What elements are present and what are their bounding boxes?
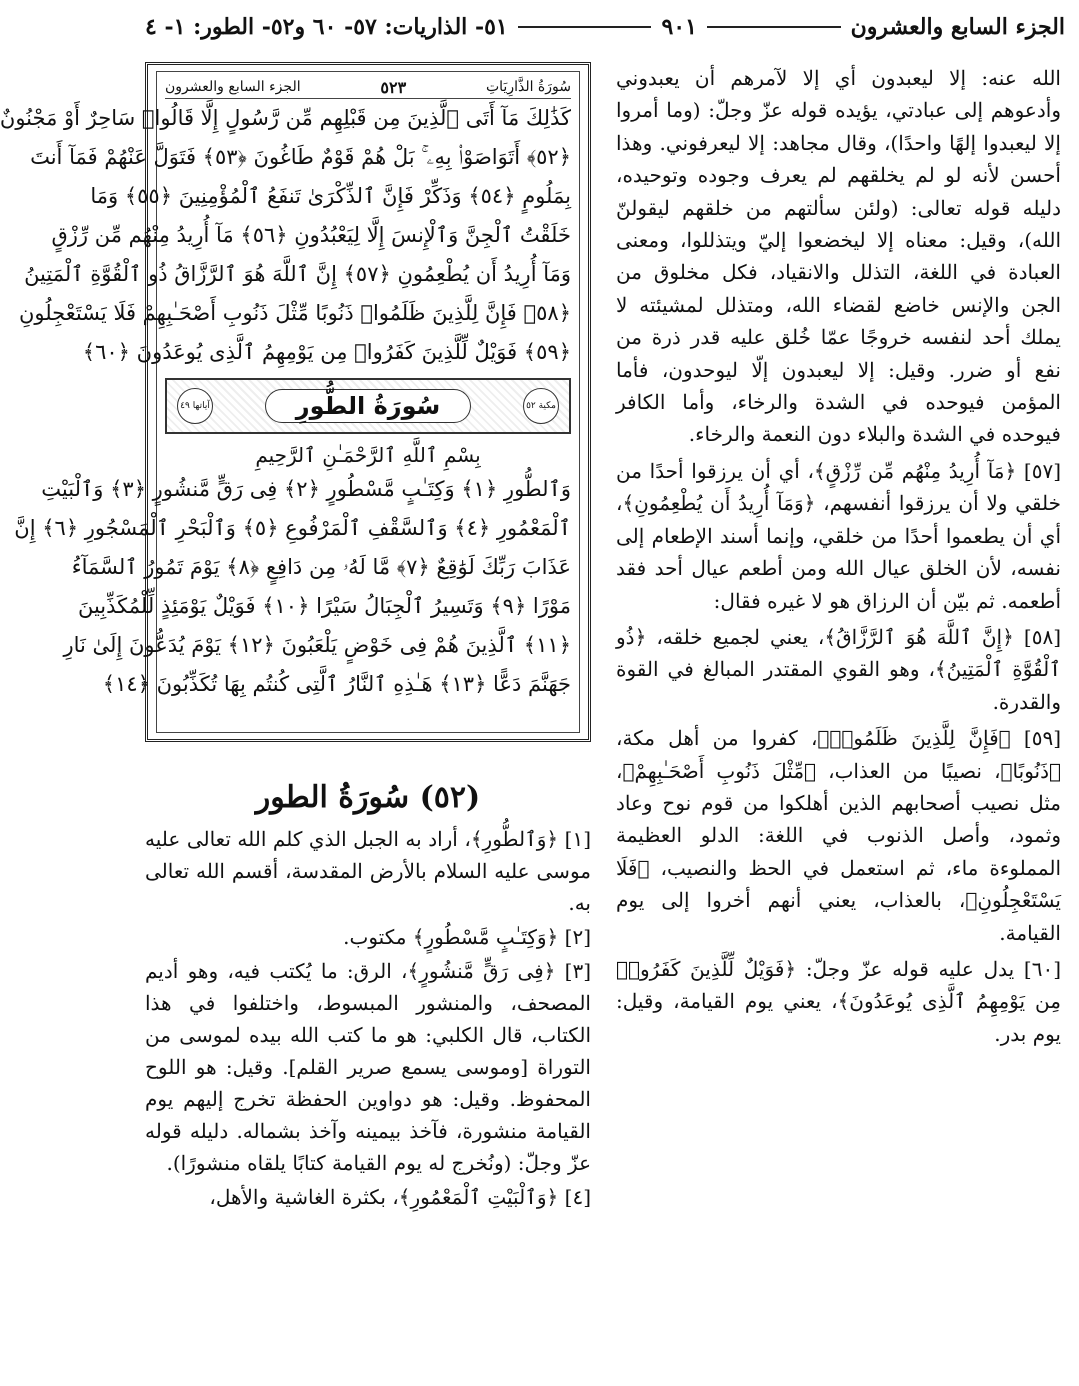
ayah-line: ﴿٥٢﴾ أَتَوَاصَوْا۟ بِهِۦ ۚ بَلْ هُمْ قَوْمٌ طَاغُونَ ﴿٥٣﴾ فَتَوَلَّ عَنْهُمْ فَمَآ أَنتَ bbox=[30, 145, 571, 169]
commentary-left-column bbox=[145, 823, 591, 1213]
commentary-right-column bbox=[616, 62, 1061, 1366]
commentary-paragraph: [٢] ﴿وَكِتَـٰبٍ مَّسْطُورٍ﴾ مكتوب. bbox=[343, 925, 591, 949]
surah-range-title: ٥١- الذاريات: ٥٧- ٦٠ و٥٢- الطور: ١- ٤ bbox=[144, 14, 508, 40]
mushaf-juz-label: الجزء السابع والعشرون bbox=[165, 79, 301, 95]
juz-title: الجزء السابع والعشرون bbox=[850, 14, 1065, 40]
mushaf-top-bar bbox=[165, 76, 571, 99]
ayah-line: جَهَنَّمَ دَعًّا ﴿١٣﴾ هَـٰذِهِ ٱلنَّارُ ٱلَّتِى كُنتُم بِهَا تُكَذِّبُونَ ﴿١٤﴾ bbox=[102, 672, 571, 696]
ayah-line: عَذَابَ رَبِّكَ لَوَٰقِعٌ ﴿٧﴾ مَّا لَهُۥ مِن دَافِعٍ ﴿٨﴾ يَوْمَ تَمُورُ ٱلسَّمَآءُ bbox=[71, 555, 571, 579]
commentary-paragraph: الله عنه: إلا ليعبدون أي إلا لآمرهم أن يعبدوني وأدعوهم إلى عبادتي، يؤيده قوله عزّ وجلّ: (وما أمروا إلا ليعبدوا إلهًا واحدًا)، وقال مجاهد: إلا ليعرفوني. وهذا أحسن لأنه لو لم يخلقهم لم يعرف وجوده وتوحيده، دليله قوله تعالى: (ولئن سألتهم من خلقهم ليقولنّ الله)، وقيل: معناه إلا ليخضعوا إليّ ويتذللوا، ومعنى العبادة في اللغة، التذلل والانقياد، فكل مخلوق من الجن والإنس خاضع لقضاء الله، ومتذلل لمشيئته لا يملك أحد لنفسه خروجًا عمّا خُلق عليه قدر ذرة من نفع أو ضرر. وقيل: إلا ليعبدون إلّا ليوحدون، فأما المؤمن فيوحده في الشدة والرخاء، وأما الكافر فيوحده في الشدة والبلاء دون النعمة والرخاء. bbox=[616, 66, 1061, 447]
mushaf-page-number: ٥٢٣ bbox=[380, 77, 407, 97]
ayah-line: ﴿٥٨﴾ فَإِنَّ لِلَّذِينَ ظَلَمُوا۟ ذَنُوبًا مِّثْلَ ذَنُوبِ أَصْحَـٰبِهِمْ فَلَا يَسْتَعْجِلُونِ bbox=[18, 301, 571, 325]
ayah-line: كَذَٰلِكَ مَآ أَتَى ٱلَّذِينَ مِن قَبْلِهِم مِّن رَّسُولٍ إِلَّا قَالُوا۟ سَاحِرٌ أَوْ مَجْنُونٌ bbox=[0, 106, 571, 130]
commentary-paragraph: [٤] ﴿وَٱلْبَيْتِ ٱلْمَعْمُورِ﴾، بكثرة الغاشية والأهل، bbox=[209, 1185, 591, 1209]
header-rule-left bbox=[518, 26, 652, 28]
ayah-line: ٱلْمَعْمُورِ ﴿٤﴾ وَٱلسَّقْفِ ٱلْمَرْفُوعِ ﴿٥﴾ وَٱلْبَحْرِ ٱلْمَسْجُورِ ﴿٦﴾ إِنَّ bbox=[14, 516, 571, 540]
ayah-line: خَلَقْتُ ٱلْجِنَّ وَٱلْإِنسَ إِلَّا لِيَعْبُدُونِ ﴿٥٦﴾ مَآ أُرِيدُ مِنْهُم مِّن رِّزْقٍ bbox=[51, 223, 571, 247]
commentary-paragraph: [٥٨] ﴿إِنَّ ٱللَّهَ هُوَ ٱلرَّزَّاقُ﴾، يعني لجميع خلقه، ﴿ذُو ٱلْقُوَّةِ ٱلْمَتِينُ﴾، وهو القوي المقتدر المبالغ في القوة والقدرة. bbox=[616, 624, 1061, 714]
commentary-paragraph: [٥٧] ﴿مَآ أُرِيدُ مِنْهُم مِّن رِّزْقٍ﴾، أي أن يرزقوا أحدًا من خلقي ولا أن يرزقوا أنفسهم، ﴿وَمَآ أُرِيدُ أَن يُطْعِمُونِ﴾، أي أن يطعموا أحدًا من خلقي، وإنما أسند الإطعام إلى نفسه، لأن الخلق عيال الله ومن أطعم عيال أحد فقد أطعمه. ثم بيّن أن الرزاق هو لا غيره فقال: bbox=[616, 458, 1061, 613]
surah-info-medallion: مكية ٥٢ bbox=[523, 388, 559, 424]
basmala: بِسْمِ ٱللَّهِ ٱلرَّحْمَـٰنِ ٱلرَّحِيمِ bbox=[255, 443, 481, 467]
ayah-line: وَمَآ أُرِيدُ أَن يُطْعِمُونِ ﴿٥٧﴾ إِنَّ ٱللَّهَ هُوَ ٱلرَّزَّاقُ ذُو ٱلْقُوَّةِ ٱلْمَتِينُ bbox=[24, 262, 571, 286]
commentary-paragraph: [٣] ﴿فِى رَقٍّ مَّنشُورٍ﴾، الرق: ما يُكتب فيه، وهو أديم المصحف، والمنشور المبسوط، واختلفوا في هذا الكتاب، قال الكلبي: هو ما كتب الله بيده لموسى من التوراة [وموسى يسمع صرير القلم]. وقيل: هو اللوح المحفوظ. وقيل: هو دواوين الحفظة تخرج إليهم يوم القيامة منشورة، فآخذ بيمينه وآخذ بشماله. دليله قوله عزّ وجلّ: (ونُخرج له يوم القيامة كتابًا يلقاه منشورًا). bbox=[145, 959, 591, 1175]
page-number: ٩٠١ bbox=[661, 14, 697, 40]
mushaf-surah-label: سُورَةُ الذَّارِيَاتِ bbox=[485, 79, 571, 95]
header-rule-right bbox=[707, 26, 841, 28]
commentary-paragraph: [٦٠] يدل عليه قوله عزّ وجلّ: ﴿فَوَيْلٌ لِّلَّذِينَ كَفَرُوا۟ مِن يَوْمِهِمُ ٱلَّذِى يُوعَدُونَ﴾، يعني يوم القيامة، وقيل: يوم بدر. bbox=[616, 956, 1061, 1046]
surah-heading: (٥٢) سُورَةُ الطور bbox=[255, 780, 481, 815]
mushaf-frame bbox=[0, 62, 591, 742]
ayah-line: وَٱلطُّورِ ﴿١﴾ وَكِتَـٰبٍ مَّسْطُورٍ ﴿٢﴾ فِى رَقٍّ مَّنشُورٍ ﴿٣﴾ وَٱلْبَيْتِ bbox=[41, 477, 571, 501]
left-column bbox=[0, 62, 591, 1366]
surah-banner-name: سُورَةُ الطُّورِ bbox=[265, 389, 471, 423]
commentary-paragraph: [٥٩] ﴿فَإِنَّ لِلَّذِينَ ظَلَمُوا۟﴾، كفروا من أهل مكة، ﴿ذَنُوبًا﴾، نصيبًا من العذاب، ﴿مِّثْلَ ذَنُوبِ أَصْحَـٰبِهِمْ﴾، مثل نصيب أصحابهم الذين أهلكوا من قوم نوح وعاد وثمود، وأصل الذنوب في اللغة: الدلو العظيمة المملوءة ماء، ثم استعمل في الحظ والنصيب، ﴿فَلَا يَسْتَعْجِلُونِ﴾، بالعذاب، يعني أنهم أخروا إلى يوم القيامة. bbox=[616, 726, 1061, 945]
surah-banner bbox=[165, 378, 571, 434]
ayah-line: مَوْرًا ﴿٩﴾ وَتَسِيرُ ٱلْجِبَالُ سَيْرًا ﴿١٠﴾ فَوَيْلٌ يَوْمَئِذٍ لِّلْمُكَذِّبِينَ bbox=[77, 594, 571, 618]
commentary-paragraph: [١] ﴿وَٱلطُّورِ﴾، أراد به الجبل الذي كلم الله تعالى عليه موسى عليه السلام بالأرض المقدسة، أقسم الله تعالى به. bbox=[145, 827, 591, 915]
mushaf-page bbox=[0, 71, 580, 733]
ayah-line: ﴿١١﴾ ٱلَّذِينَ هُمْ فِى خَوْضٍ يَلْعَبُونَ ﴿١٢﴾ يَوْمَ يُدَعُّونَ إِلَىٰ نَارِ bbox=[63, 633, 571, 657]
surah-ayah-count-medallion: آياتها ٤٩ bbox=[177, 388, 213, 424]
ayah-line: بِمَلُومٍ ﴿٥٤﴾ وَذَكِّرْ فَإِنَّ ٱلذِّكْرَىٰ تَنفَعُ ٱلْمُؤْمِنِينَ ﴿٥٥﴾ وَمَا bbox=[90, 184, 571, 208]
page-header bbox=[145, 12, 1065, 42]
ayah-line: ﴿٥٩﴾ فَوَيْلٌ لِّلَّذِينَ كَفَرُوا۟ مِن يَوْمِهِمُ ٱلَّذِى يُوعَدُونَ ﴿٦٠﴾ bbox=[82, 340, 571, 364]
